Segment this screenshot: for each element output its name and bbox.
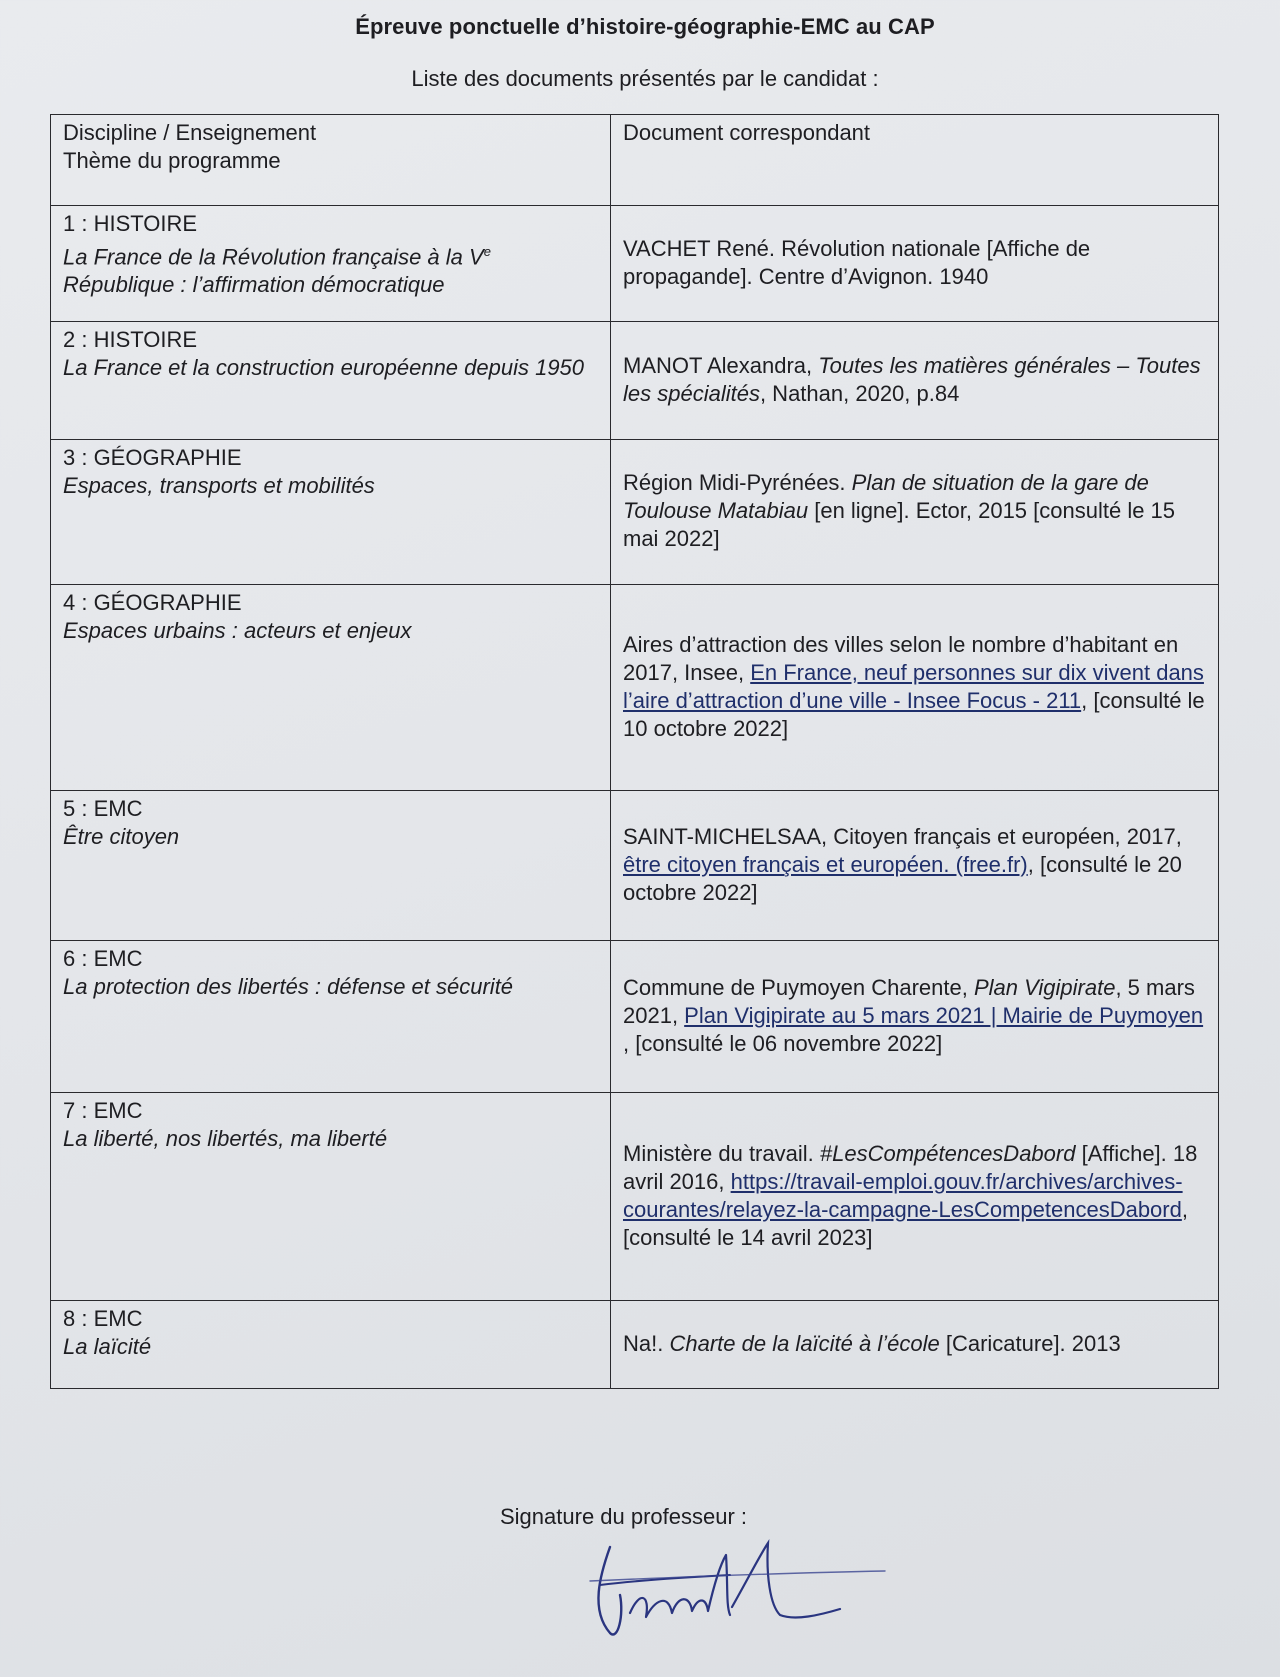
row-number: 7 : EMC xyxy=(63,1098,143,1123)
table-row xyxy=(51,941,1219,1093)
row-theme: La France de la Révolution française à la Ve République : l’affirmation démocratique xyxy=(63,244,491,298)
header-document: Document correspondant xyxy=(623,120,871,145)
table-row xyxy=(51,585,1219,791)
document-cell: Ministère du travail. #LesCompétencesDabord [Affiche]. 18 avril 2016, https://travail-emploi.gouv.fr/archives/archives-courantes/relayez-la-campagne-LesCompetencesDabord, [consulté le 14 avril 2023] xyxy=(611,1093,1219,1301)
document-cell: Na!. Charte de la laïcité à l’école [Caricature]. 2013 xyxy=(611,1301,1219,1389)
travail-emploi-link[interactable]: https://travail-emploi.gouv.fr/archives/archives-courantes/relayez-la-campagne-LesCompetencesDabord xyxy=(623,1168,1183,1222)
insee-link[interactable]: En France, neuf personnes sur dix vivent dans l’aire d’attraction d’une ville - Insee Focus - 211 xyxy=(623,659,1204,713)
header-cell-document xyxy=(611,115,1219,206)
document-subtitle: Liste des documents présentés par le candidat : xyxy=(411,66,879,91)
discipline-cell xyxy=(51,440,611,585)
row-number: 1 : HISTOIRE xyxy=(63,211,198,236)
row-theme: Espaces, transports et mobilités xyxy=(63,473,375,498)
puymoyen-link[interactable]: Plan Vigipirate au 5 mars 2021 | Mairie de Puymoyen xyxy=(684,1002,1204,1028)
header-discipline: Discipline / Enseignement xyxy=(63,120,317,145)
row-document: VACHET René. Révolution nationale [Affiche de propagande]. Centre d’Avignon. 1940 xyxy=(623,235,1091,289)
handwritten-signature xyxy=(580,1535,900,1645)
row-theme: La protection des libertés : défense et sécurité xyxy=(63,974,514,999)
row-theme: La France et la construction européenne depuis 1950 xyxy=(63,355,585,380)
discipline-cell xyxy=(51,1301,611,1389)
row-theme: Être citoyen xyxy=(63,824,180,849)
row-theme: Espaces urbains : acteurs et enjeux xyxy=(63,618,412,643)
row-theme: La liberté, nos libertés, ma liberté xyxy=(63,1126,388,1151)
discipline-cell xyxy=(51,585,611,791)
table-row xyxy=(51,322,1219,440)
table-header-row xyxy=(51,115,1219,206)
discipline-cell xyxy=(51,791,611,941)
table-row xyxy=(51,791,1219,941)
document-cell: Commune de Puymoyen Charente, Plan Vigipirate, 5 mars 2021, Plan Vigipirate au 5 mars 2021 | Mairie de Puymoyen , [consulté le 06 novembre 2022] xyxy=(611,941,1219,1093)
discipline-cell xyxy=(51,941,611,1093)
row-number: 2 : HISTOIRE xyxy=(63,327,198,352)
row-number: 3 : GÉOGRAPHIE xyxy=(63,445,242,470)
table-row xyxy=(51,206,1219,322)
row-number: 4 : GÉOGRAPHIE xyxy=(63,590,242,615)
header-theme: Thème du programme xyxy=(63,148,281,173)
row-theme: La laïcité xyxy=(63,1334,152,1359)
document-cell: SAINT-MICHELSAA, Citoyen français et européen, 2017, être citoyen français et européen. (free.fr), [consulté le 20 octobre 2022] xyxy=(611,791,1219,941)
table-row xyxy=(51,440,1219,585)
document-title: Épreuve ponctuelle d’histoire-géographie-EMC au CAP xyxy=(355,14,935,39)
header-cell-discipline xyxy=(51,115,611,206)
discipline-cell xyxy=(51,206,611,322)
signature-label: Signature du professeur : xyxy=(500,1504,748,1529)
document-cell xyxy=(611,206,1219,322)
row-number: 8 : EMC xyxy=(63,1306,143,1331)
discipline-cell xyxy=(51,322,611,440)
row-number: 6 : EMC xyxy=(63,946,143,971)
document-cell: MANOT Alexandra, Toutes les matières générales – Toutes les spécialités, Nathan, 2020, p.84 xyxy=(611,322,1219,440)
discipline-cell xyxy=(51,1093,611,1301)
documents-table xyxy=(50,114,1219,1389)
table-row xyxy=(51,1093,1219,1301)
document-cell: Région Midi-Pyrénées. Plan de situation de la gare de Toulouse Matabiau [en ligne]. Ector, 2015 [consulté le 15 mai 2022] xyxy=(611,440,1219,585)
row-number: 5 : EMC xyxy=(63,796,143,821)
free-fr-link[interactable]: être citoyen français et européen. (free.fr) xyxy=(623,851,1028,877)
table-row xyxy=(51,1301,1219,1389)
document-cell: Aires d’attraction des villes selon le nombre d’habitant en 2017, Insee, En France, neuf personnes sur dix vivent dans l’aire d’attraction d’une ville - Insee Focus - 211, [consulté le 10 octobre 2022] xyxy=(611,585,1219,791)
